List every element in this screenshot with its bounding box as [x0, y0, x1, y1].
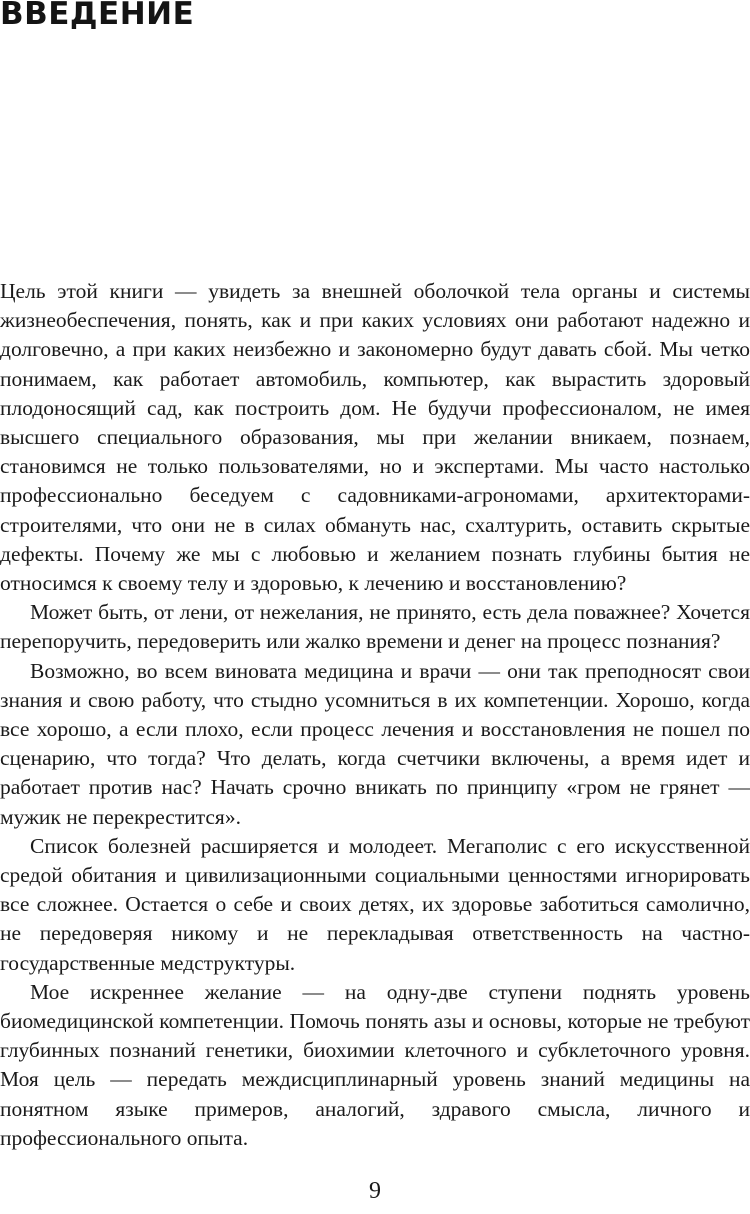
chapter-title: ВВЕДЕНИЕ: [0, 0, 195, 32]
paragraph: Возможно, во всем виновата медицина и врачи — они так преподносят свои знания и свою работу, что стыдно усомниться в их компетенции. Хорошо, когда все хорошо, а если плохо, если процесс лечения и восстановления не пошел по сценарию, что тогда? Что делать, когда счетчики включены, а время идет и работает против нас? Начать срочно вникать по принципу «гром не грянет — мужик не перекрестится».: [0, 658, 750, 829]
paragraph: Список болезней расширяется и молодеет. Мегаполис с его искусственной средой обитания и цивилизационными социальными ценностями игнорировать все сложнее. Остается о себе и своих детях, их здоровье заботиться самолично, не передоверяя никому и не перекладывая ответственность на частно-государственные медструктуры.: [0, 833, 750, 975]
paragraph: Мое искреннее желание — на одну-две ступени поднять уровень биомедицинской компетенции. Помочь понять азы и основы, которые не требуют глубинных познаний генетики, биохимии клеточного и субклеточного уровня. Моя цель — передать междисциплинарный уровень знаний медицины на понятном языке примеров, аналогий, здравого смысла, личного и профессионального опыта.: [0, 979, 750, 1150]
page-number: 9: [369, 1178, 381, 1204]
paragraph: Может быть, от лени, от нежелания, не принято, есть дела поважнее? Хочется перепоручить, передоверить или жалко времени и денег на процесс познания?: [0, 600, 750, 654]
body-text: [0, 277, 750, 1153]
paragraph: Цель этой книги — увидеть за внешней оболочкой тела органы и системы жизнеобеспечения, понять, как и при каких условиях они работают надежно и долговечно, а при каких неизбежно и закономерно будут давать сбой. Мы четко понимаем, как работает автомобиль, компьютер, как вырастить здоровый плодоносящий сад, как построить дом. Не будучи профессионалом, не имея высшего специального образования, мы при желании вникаем, познаем, становимся не только пользователями, но и экспертами. Мы часто настолько профессионально беседуем с садовниками-агрономами, архитекторами-строителями, что они не в силах обмануть нас, схалтурить, оставить скрытые дефекты. Почему же мы с любовью и желанием познать глубины бытия не относимся к своему телу и здоровью, к лечению и восстановлению?: [0, 279, 750, 596]
